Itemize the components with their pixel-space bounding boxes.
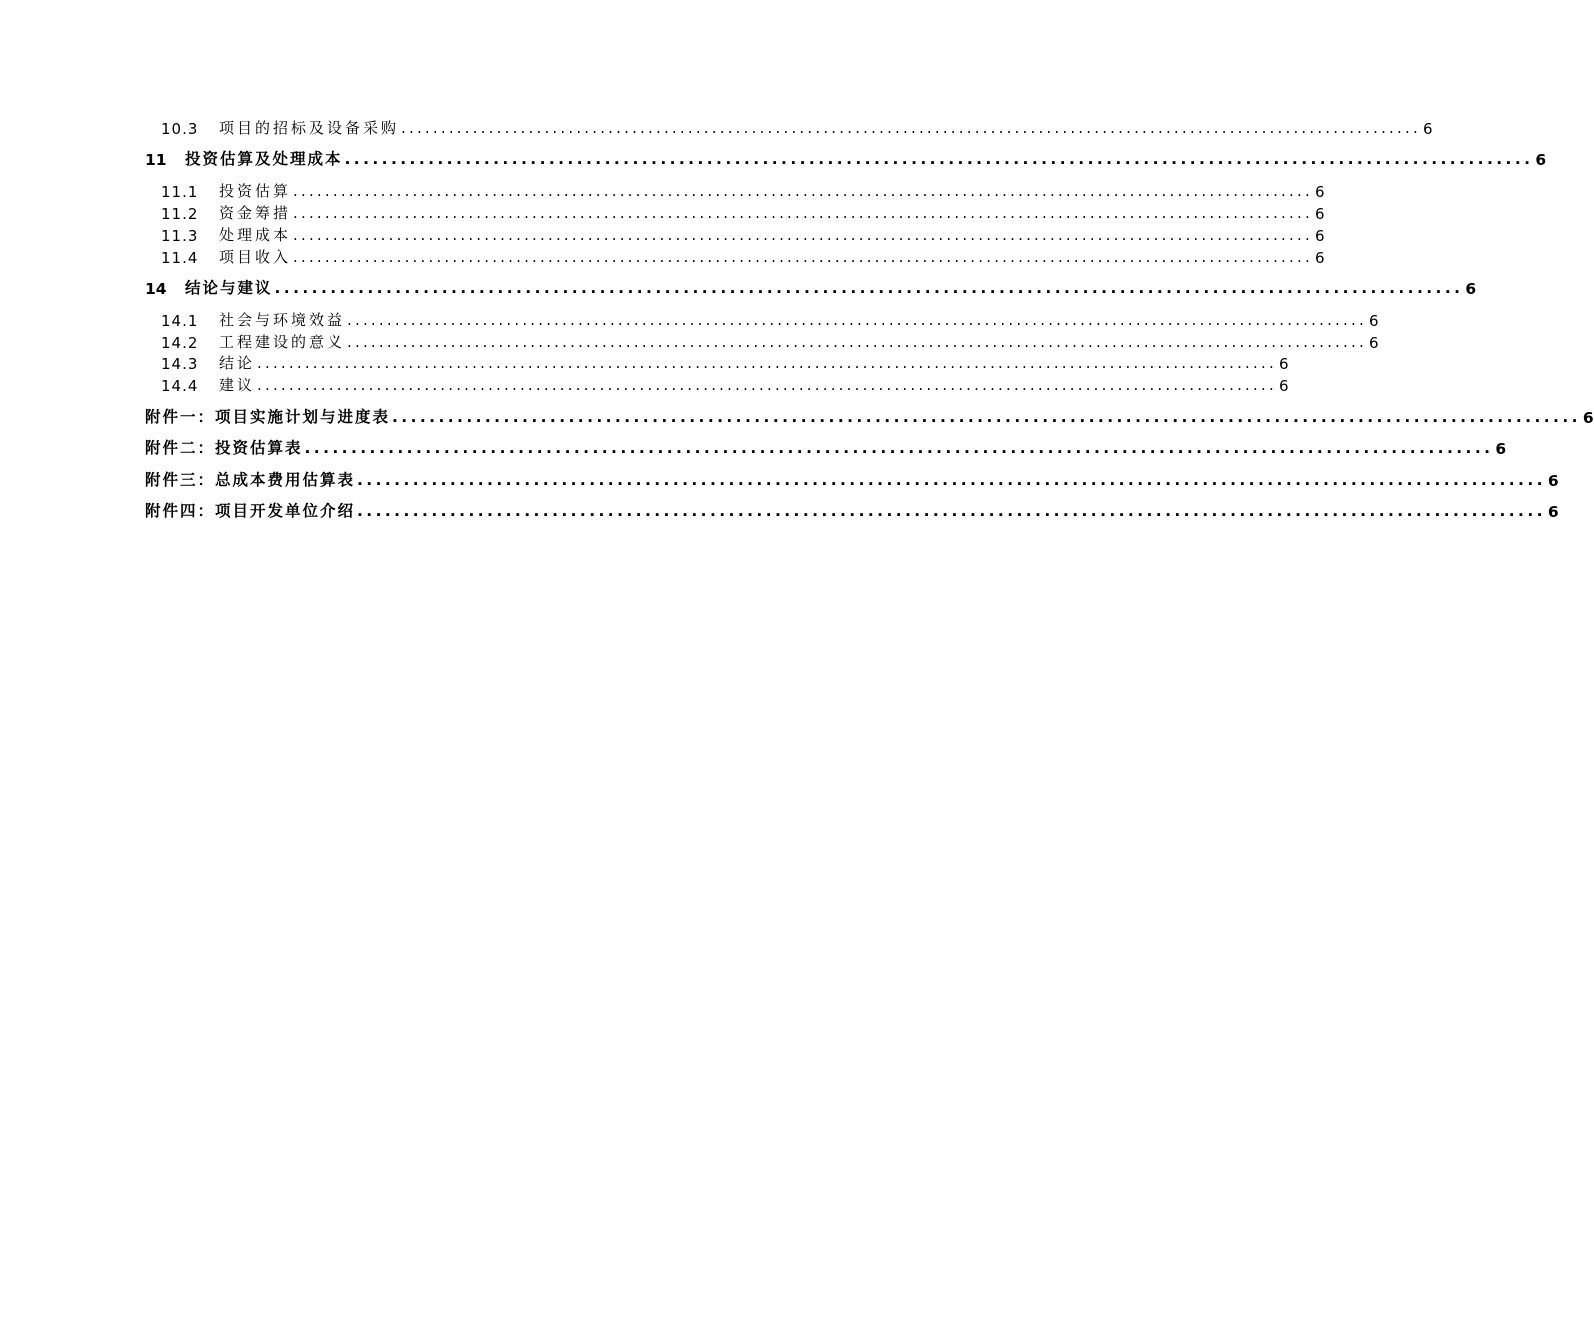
toc-entry-title: 资金筹措 [219,204,292,222]
toc-entry-appendix-2[interactable] [145,436,1507,458]
toc-entry-appendix-4[interactable] [145,499,1559,521]
dot-leader: ................................................................................................................................ [293,182,1313,200]
toc-entry-page: 6 [1314,249,1325,267]
toc-entry-title: 社会与环境效益 [219,311,346,329]
toc-entry-number: 11.2 [161,205,199,223]
toc-entry-title: 投资估算及处理成本 [185,150,343,168]
dot-leader: ................................................................................................................................ [293,204,1313,222]
toc-entry-appendix-3[interactable] [145,468,1559,490]
toc-entry-title: 处理成本 [219,226,292,244]
toc-entry-title: 项目的招标及设备采购 [219,119,400,137]
dot-leader: ................................................................................................................................ [357,470,1546,489]
toc-entry-11-4[interactable] [145,245,1325,267]
toc-entry-title: 建议 [219,376,256,394]
toc-entry-title: 项目收入 [219,248,292,266]
toc-entry-page: 6 [1547,472,1559,490]
dot-leader: ................................................................................................................................ [347,311,1367,329]
toc-entry-title: 附件二：投资估算表 [145,439,303,457]
toc-entry-14-1[interactable] [145,308,1379,330]
toc-entry-page: 6 [1582,409,1594,427]
toc-entry-page: 6 [1278,377,1289,395]
dot-leader: ................................................................................................................................ [401,119,1421,137]
toc-entry-page: 6 [1422,120,1433,138]
dot-leader: ................................................................................................................................ [357,501,1546,520]
toc-entry-11-2[interactable] [145,201,1325,223]
toc-entry-page: 6 [1314,205,1325,223]
toc-entry-page: 6 [1535,151,1547,169]
toc-entry-14-4[interactable] [145,373,1289,395]
toc-entry-page: 6 [1368,312,1379,330]
toc-entry-page: 6 [1465,280,1477,298]
toc-entry-title: 工程建设的意义 [219,333,346,351]
toc-entry-number: 11.3 [161,227,199,245]
toc-entry-number: 14.1 [161,312,199,330]
dot-leader: ................................................................................................................................ [274,278,1464,297]
toc-entry-page: 6 [1368,334,1379,352]
dot-leader: ................................................................................................................................ [293,226,1313,244]
toc-entry-14-3[interactable] [145,351,1289,373]
dot-leader: ................................................................................................................................ [257,376,1277,394]
dot-leader: ................................................................................................................................ [293,248,1313,266]
dot-leader: ................................................................................................................................ [344,149,1534,168]
toc-entry-title: 附件四：项目开发单位介绍 [145,502,356,520]
toc-entry-page: 6 [1547,503,1559,521]
toc-entry-number: 14.4 [161,377,199,395]
toc-entry-appendix-1[interactable] [145,405,1594,427]
toc-entry-11[interactable] [145,147,1547,169]
toc-entry-number: 11.4 [161,249,199,267]
toc-entry-11-1[interactable] [145,179,1325,201]
toc-entry-number: 11 [145,151,167,169]
toc-entry-number: 11.1 [161,183,199,201]
toc-entry-number: 14 [145,280,167,298]
dot-leader: ................................................................................................................................ [392,407,1581,426]
toc-entry-page: 6 [1278,355,1289,373]
toc-entry-title: 投资估算 [219,182,292,200]
toc-entry-number: 10.3 [161,120,199,138]
toc-entry-number: 14.2 [161,334,199,352]
dot-leader: ................................................................................................................................ [257,354,1277,372]
toc-entry-11-3[interactable] [145,223,1325,245]
toc-entry-number: 14.3 [161,355,199,373]
dot-leader: ................................................................................................................................ [304,438,1494,457]
toc-entry-page: 6 [1495,440,1507,458]
toc-entry-title: 附件三：总成本费用估算表 [145,471,356,489]
toc-entry-page: 6 [1314,227,1325,245]
dot-leader: ................................................................................................................................ [347,333,1367,351]
toc-entry-10-3[interactable] [145,116,1433,138]
toc-entry-title: 附件一：项目实施计划与进度表 [145,408,391,426]
toc-entry-page: 6 [1314,183,1325,201]
toc-entry-14[interactable] [145,276,1477,298]
toc-entry-title: 结论与建议 [185,279,273,297]
toc-entry-14-2[interactable] [145,330,1379,352]
toc-entry-title: 结论 [219,354,256,372]
